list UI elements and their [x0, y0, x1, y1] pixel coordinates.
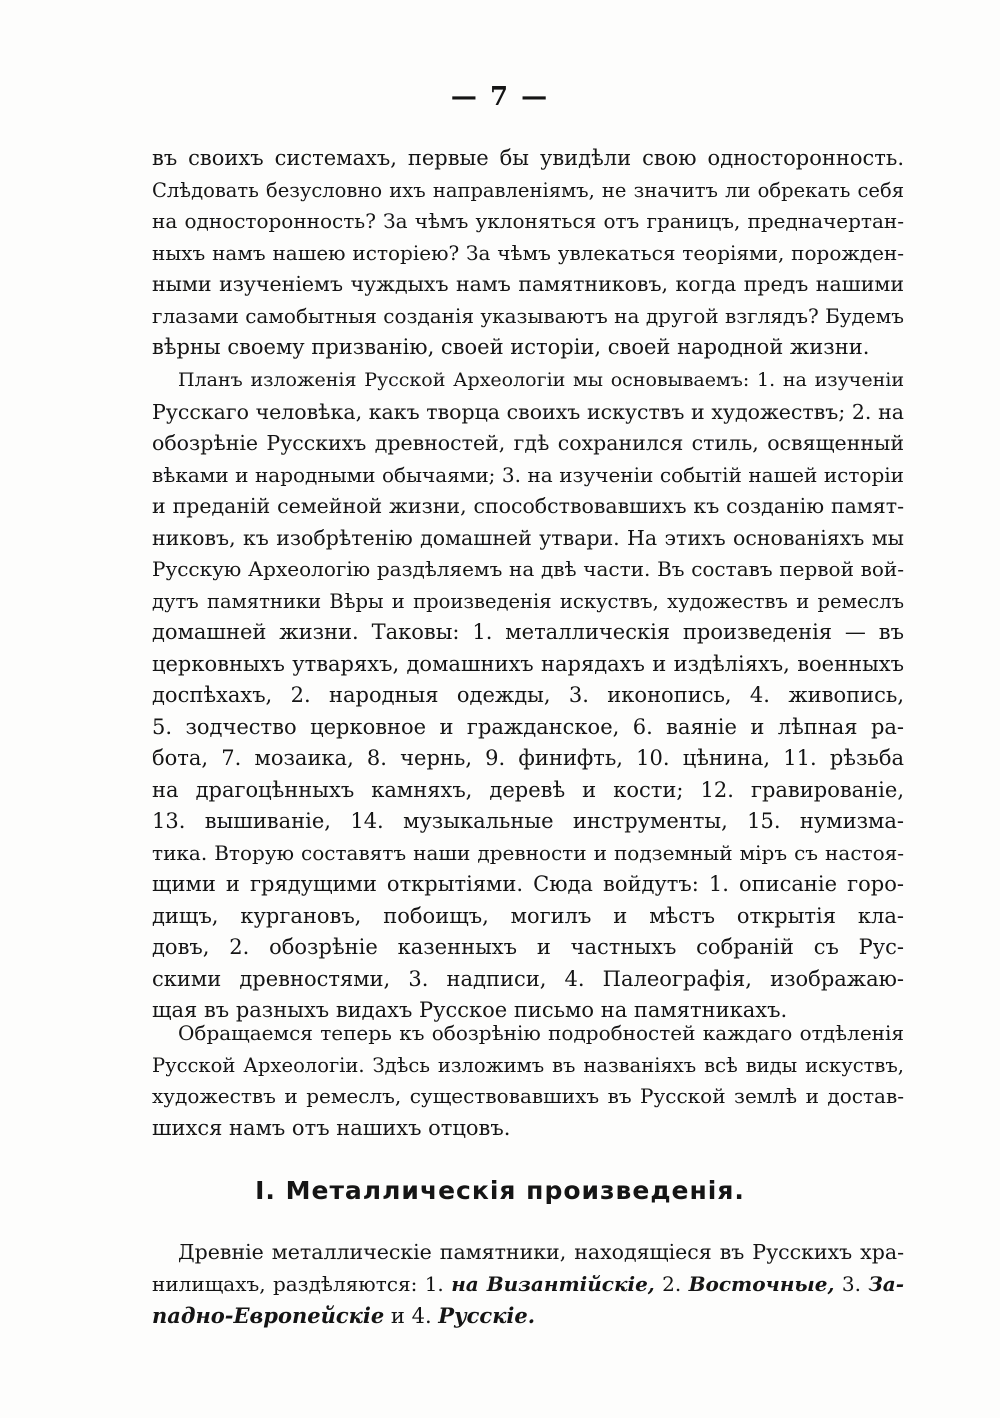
text-line: скими древностями, 3. надписи, 4. Палеографія, изображаю-: [152, 966, 904, 991]
text-line: вѣрны своему призванію, своей исторіи, своей народной жизни.: [152, 335, 870, 359]
text-segment: 3.: [834, 1271, 869, 1296]
text-line: Планъ изложенія Русской Археологіи мы основываемъ: 1. на изученіи: [178, 369, 904, 391]
text-line: на драгоцѣнныхъ камняхъ, деревѣ и кости; 12. гравированіе,: [152, 777, 904, 802]
text-line: дутъ памятники Вѣры и произведенія искуствъ, художествъ и ремеслъ: [152, 589, 904, 613]
text-line: дищъ, кургановъ, побоищъ, могилъ и мѣстъ открытія кла-: [152, 903, 904, 928]
text-segment: нилищахъ, раздѣляются: 1.: [152, 1271, 452, 1296]
italic-term: Русскіе.: [438, 1303, 536, 1328]
text-line: 13. вышиваніе, 14. музыкальные инструменты, 15. нумизма-: [152, 809, 904, 833]
text-line: довъ, 2. обозрѣніе казенныхъ и частныхъ собраній съ Рус-: [152, 935, 904, 959]
italic-term: падно-Европейскіе: [152, 1303, 385, 1328]
paragraph-plan: [152, 365, 904, 1027]
text-line: ными изученіемъ чуждыхъ намъ памятниковъ, когда предъ нашими: [152, 272, 904, 296]
text-line: Русскую Археологію раздѣляемъ на двѣ части. Въ составъ первой вой-: [152, 557, 904, 581]
paragraph-continuation: [152, 143, 904, 364]
text-line: [152, 1300, 904, 1333]
text-line: художествъ и ремеслъ, существовавшихъ въ Русской землѣ и достав-: [152, 1084, 904, 1108]
italic-term: Восточные,: [688, 1271, 835, 1296]
text-line: Древніе металлическіе памятники, находящіеся въ Русскихъ хра-: [178, 1240, 904, 1264]
text-line: въ своихъ системахъ, первые бы увидѣли свою односторонность.: [152, 146, 904, 170]
text-line: никовъ, къ изобрѣтенію домашней утвари. На этихъ основаніяхъ мы: [152, 525, 904, 550]
text-line: доспѣхахъ, 2. народныя одежды, 3. иконопись, 4. живопись,: [152, 683, 904, 707]
text-line: Обращаемся теперь къ обозрѣнію подробностей каждаго отдѣленія: [178, 1021, 904, 1045]
section-heading: I. Металлическія произведенія.: [255, 1176, 745, 1205]
text-line: шихся намъ отъ нашихъ отцовъ.: [152, 1115, 511, 1140]
paragraph-review: [152, 1018, 904, 1144]
text-line: церковныхъ утваряхъ, домашнихъ нарядахъ и издѣліяхъ, военныхъ: [152, 651, 904, 676]
paragraph-metal-works: [152, 1237, 904, 1333]
text-line: домашней жизни. Таковы: 1. металлическія произведенія — въ: [152, 620, 904, 644]
text-segment: 2.: [654, 1271, 689, 1296]
page-number: — 7 —: [450, 82, 550, 112]
italic-term: За-: [868, 1271, 905, 1296]
text-line: щими и грядущими открытіями. Сюда войдутъ: 1. описаніе горо-: [152, 872, 904, 896]
text-line: Слѣдовать безусловно ихъ направленіямъ, не значитъ ли обрекать себя: [152, 178, 904, 202]
text-line: вѣками и народными обычаями; 3. на изученіи событій нашей исторіи: [152, 462, 904, 487]
text-line: бота, 7. мозаика, 8. чернь, 9. финифть, 10. цѣнина, 11. рѣзьба: [152, 746, 904, 770]
text-line: ныхъ намъ нашею исторіею? За чѣмъ увлекаться теоріями, порожден-: [152, 240, 904, 265]
text-line: Русской Археологіи. Здѣсь изложимъ въ названіяхъ всѣ виды искуствъ,: [152, 1053, 904, 1077]
italic-term: на Византійскіе,: [451, 1271, 655, 1296]
text-segment: и 4.: [384, 1304, 439, 1328]
text-line: щая въ разныхъ видахъ Русское письмо на памятникахъ.: [152, 998, 788, 1022]
text-line: на односторонность? За чѣмъ уклоняться отъ границъ, предначертан-: [152, 209, 904, 233]
text-line: [152, 1269, 904, 1301]
text-line: тика. Вторую составятъ наши древности и подземный міръ съ настоя-: [152, 840, 904, 865]
text-line: обозрѣніе Русскихъ древностей, гдѣ сохранился стиль, освященный: [152, 431, 904, 455]
text-line: Русскаго человѣка, какъ творца своихъ искуствъ и художествъ; 2. на: [152, 399, 904, 424]
text-line: и преданій семейной жизни, способствовавшихъ къ созданію памят-: [152, 494, 904, 518]
text-line: глазами самобытныя созданія указываютъ на другой взглядъ? Будемъ: [152, 303, 904, 328]
text-line: 5. зодчество церковное и гражданское, 6. ваяніе и лѣпная ра-: [152, 714, 904, 739]
